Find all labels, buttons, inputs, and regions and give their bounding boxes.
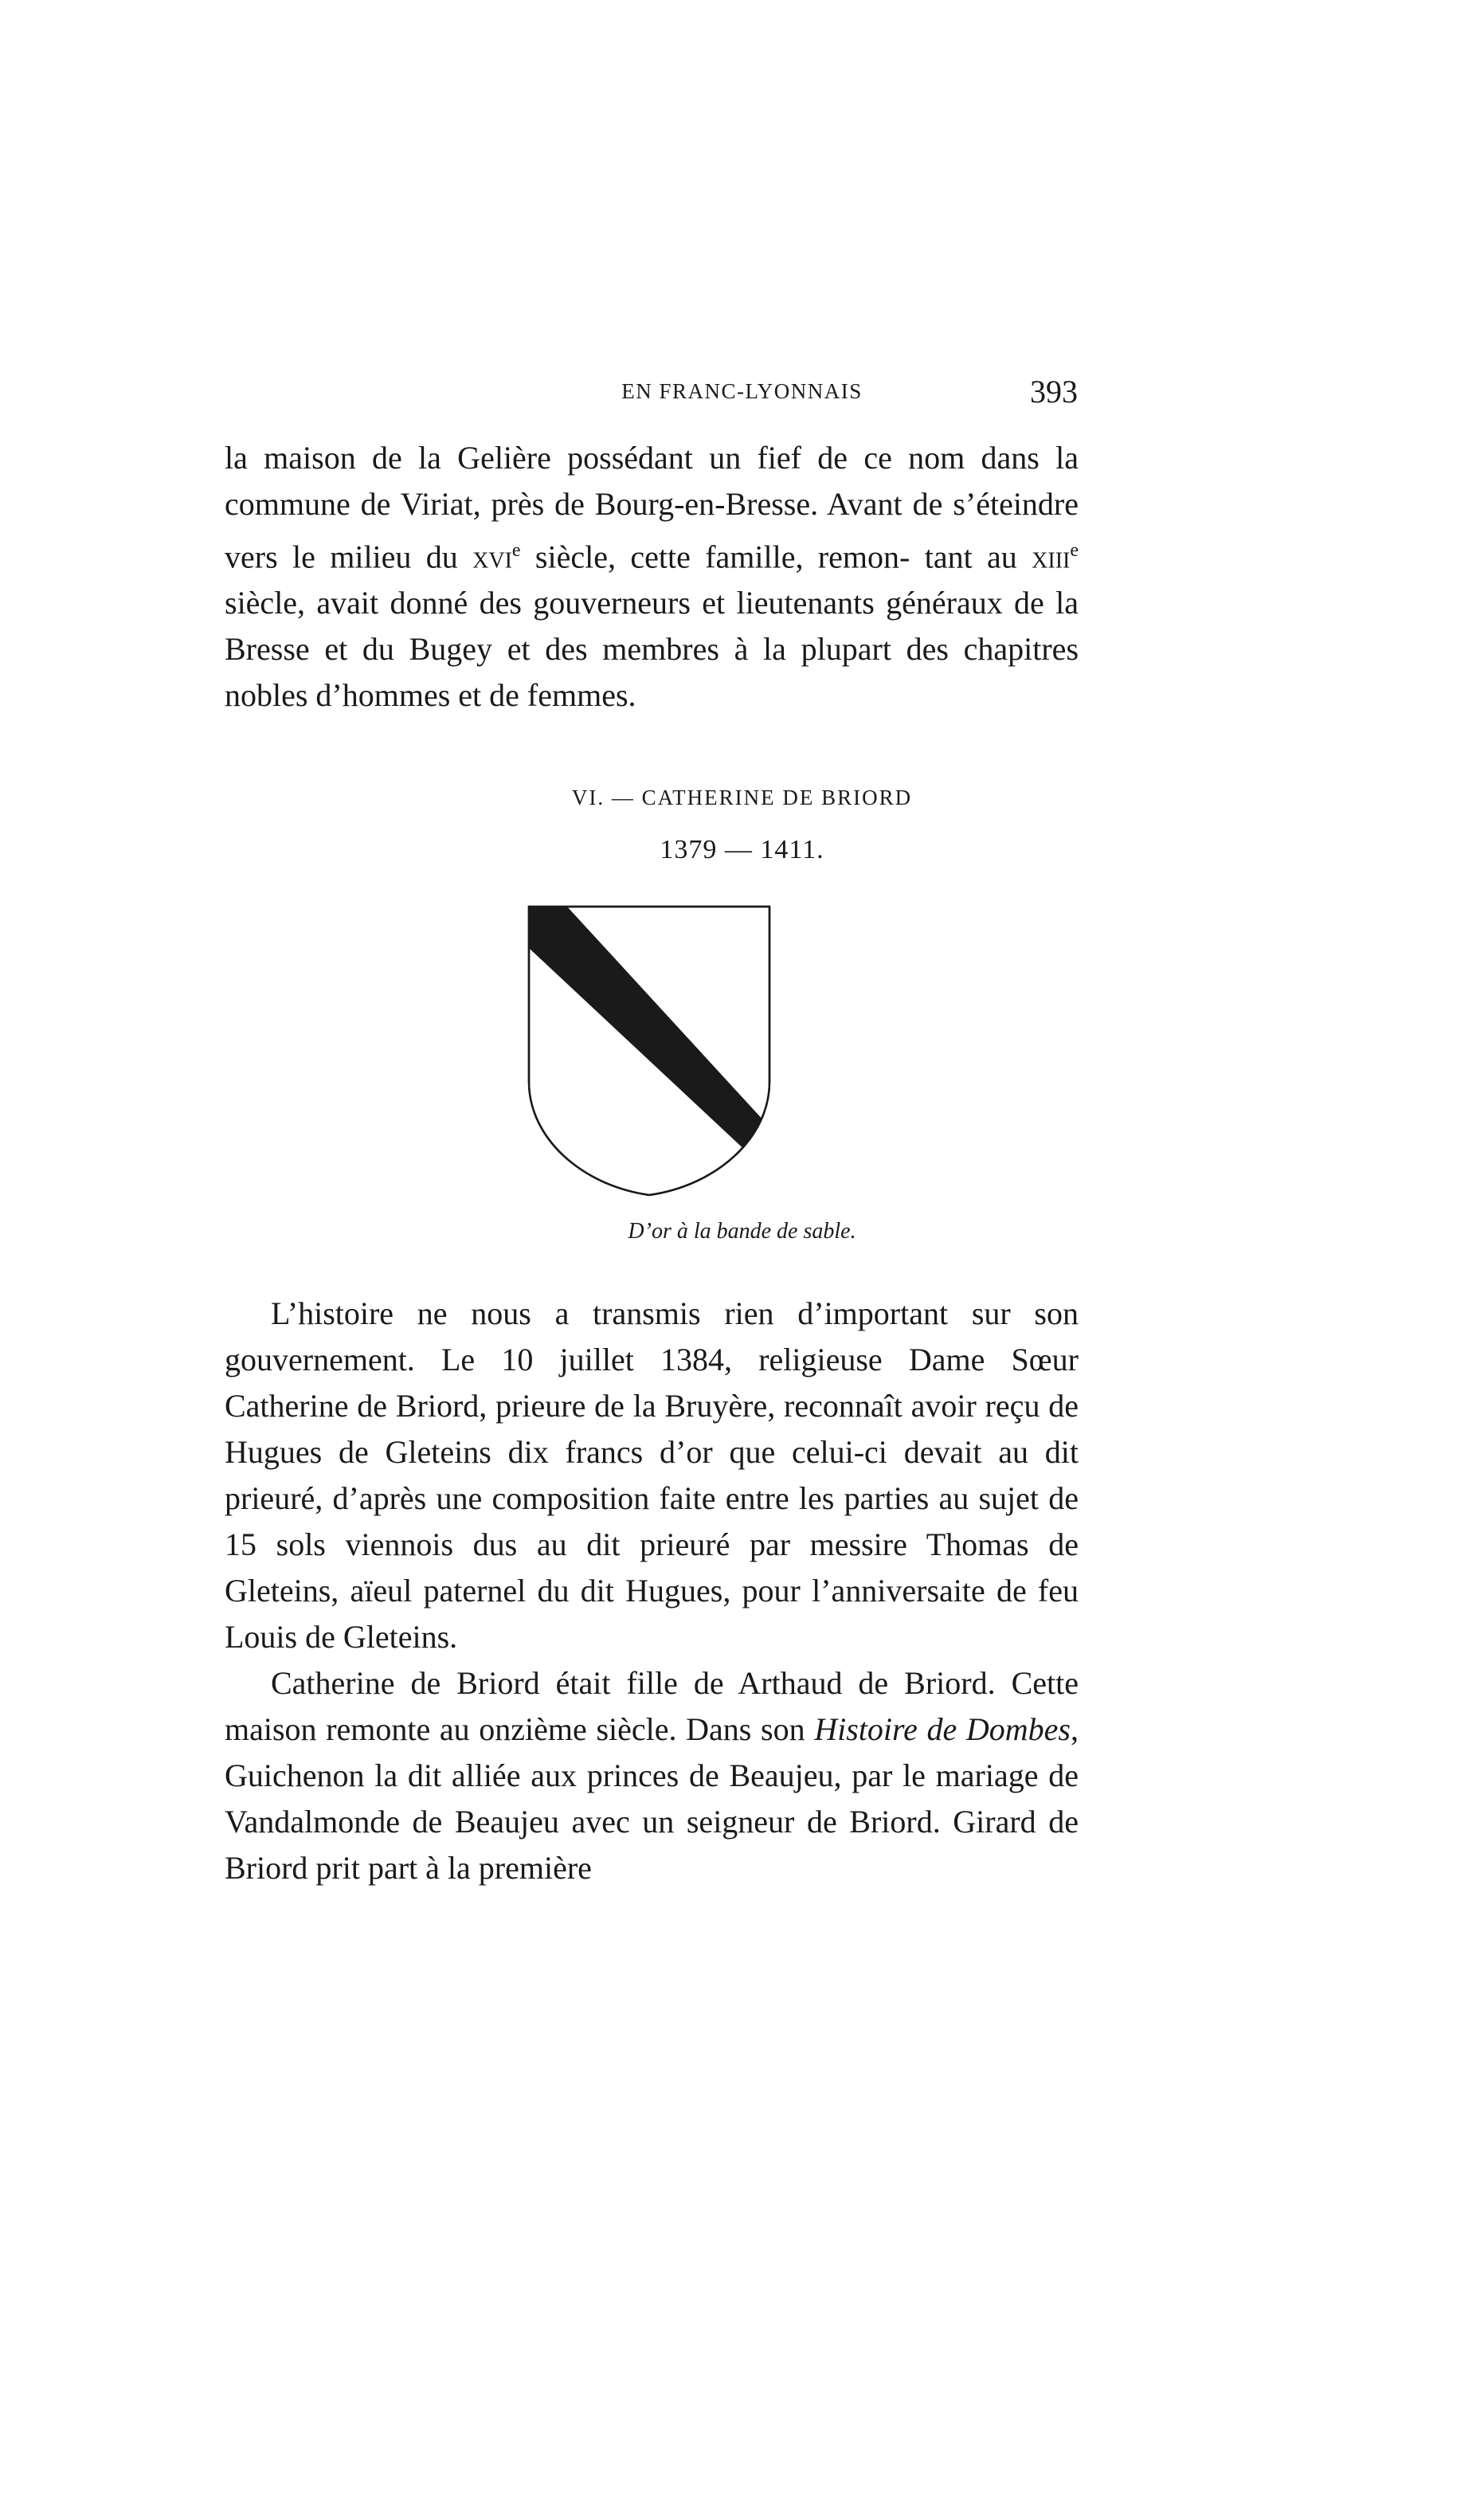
running-head <box>0 373 1484 413</box>
paragraph-histoire: L’histoire ne nous a transmis rien d’important sur son gouvernement. Le 10 juillet 1384, religieuse Dame Sœur Catherine de Briord, prieure de la Bruyère, reconnaît avoir reçu de Hugues de Gleteins dix francs d’or que celui-ci devait au dit prieuré, d’après une composition faite entre les parties au sujet de 15 sols viennois dus au dit prieuré par messire Thomas de Gleteins, aïeul paternel du dit Hugues, pour l’anniversaite de feu Louis de Gleteins. <box>225 1295 1079 1655</box>
section-heading: VI. — CATHERINE DE BRIORD <box>571 786 913 809</box>
p1-line-3b: siècle, cette famille, remon- <box>520 539 910 575</box>
paragraph-briord <box>225 1660 1079 1891</box>
p1-line-6: plupart des chapitres nobles d’hommes et de femmes. <box>225 631 1079 714</box>
paragraph-gelière <box>225 435 1079 719</box>
p3-text-after: , Guichenon la dit alliée aux princes de Beaujeu, par le mariage de Vandalmonde de Beaujeu avec un seigneur de Briord. Girard de Briord prit part à la première <box>225 1711 1079 1886</box>
main-text <box>225 1291 1079 1891</box>
p1-line-4b: siècle, avait donné des gouverneurs et lieutenants <box>225 585 875 621</box>
book-title-histoire-de-dombes: Histoire de Dombes <box>814 1711 1071 1747</box>
century-xiii-sup: e <box>1070 540 1079 561</box>
century-xiii: xiii <box>1032 539 1071 575</box>
running-title: EN FRANC-LYONNAIS <box>621 379 863 403</box>
p1-line-5: généraux de la Bresse et du Bugey et des membres à la <box>225 585 1079 668</box>
p1-line-2: la commune de Viriat, près de Bourg-en-Bresse. Avant de <box>225 440 1079 522</box>
coat-of-arms-shield <box>526 899 773 1201</box>
century-xvi-sup: e <box>511 540 521 561</box>
p1-line-3a: s’éteindre vers le milieu du <box>225 486 1079 575</box>
p3-text-before: Catherine de Briord était fille de Arthaud de Briord. Cette maison remonte au onzième siècle. Dans son <box>225 1665 1079 1747</box>
century-xvi: xvi <box>472 539 512 575</box>
section-dates: 1379 — 1411. <box>660 835 824 864</box>
p1-line-1: la maison de la Gelière possédant un fief de ce nom dans <box>225 440 1040 476</box>
page-number: 393 <box>1030 374 1078 409</box>
p1-line-4a: tant au <box>924 539 1032 575</box>
coat-of-arms-caption: D’or à la bande de sable. <box>628 1219 856 1244</box>
